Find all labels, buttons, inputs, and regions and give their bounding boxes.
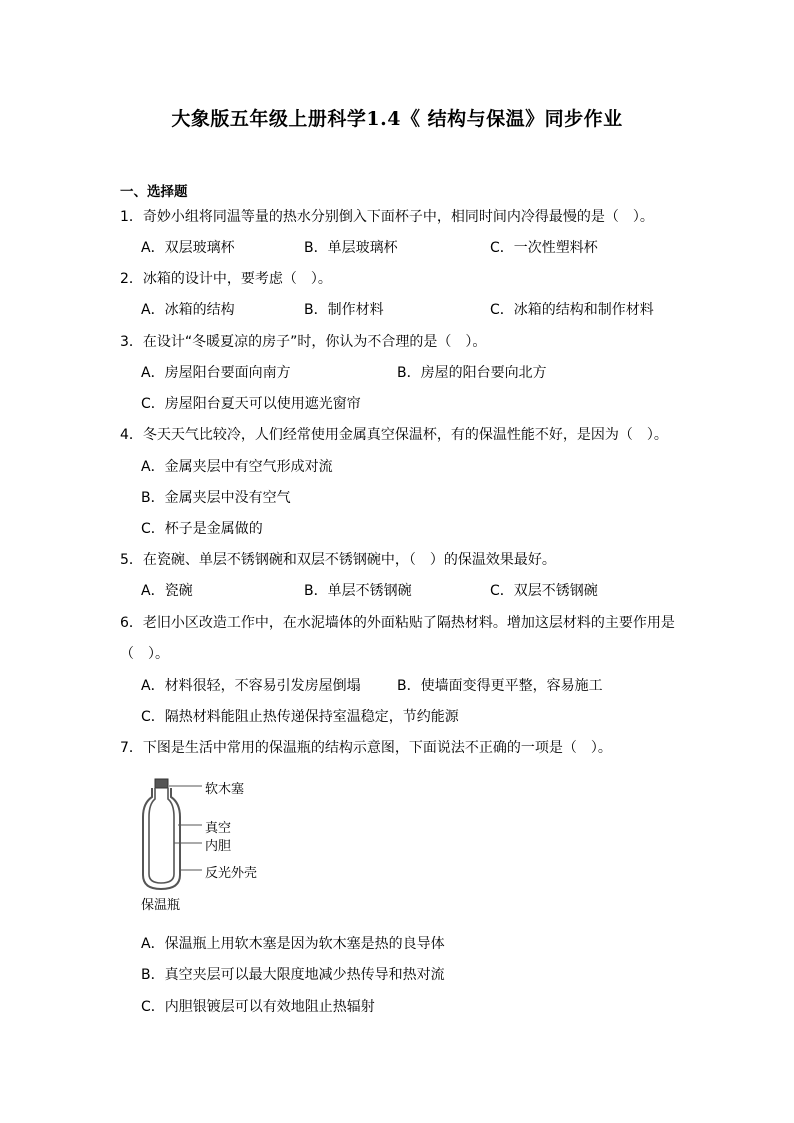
question-6-option-c: C．隔热材料能阻止热传递保持室温稳定，节约能源 — [141, 709, 459, 725]
question-7-option-c: C．内胆银镀层可以有效地阻止热辐射 — [141, 999, 375, 1015]
question-7-option-a: A．保温瓶上用软木塞是因为软木塞是热的良导体 — [141, 936, 445, 952]
question-6-option-b: B．使墙面变得更平整，容易施工 — [397, 678, 603, 694]
question-6-stem: 6．老旧小区改造工作中，在水泥墙体的外面粘贴了隔热材料。增加这层材料的主要作用是 — [120, 615, 675, 631]
question-4-option-b: B．金属夹层中没有空气 — [141, 490, 291, 506]
question-3-option-b: B．房屋的阳台要向北方 — [397, 365, 547, 381]
label-vacuum: 真空 — [205, 821, 232, 836]
question-6-stem-continued: （ ）。 — [120, 646, 169, 662]
question-3-stem: 3．在设计“冬暖夏凉的房子”时，你认为不合理的是（ ）。 — [120, 334, 487, 350]
question-5-stem: 5．在瓷碗、单层不锈钢碗和双层不锈钢碗中，（ ）的保温效果最好。 — [120, 552, 556, 568]
question-4-stem: 4．冬天天气比较冷，人们经常使用金属真空保温杯，有的保温性能不好，是因为（ ）。 — [120, 427, 668, 443]
label-inner-liner: 内胆 — [205, 839, 232, 854]
question-1-option-a: A．双层玻璃杯 — [141, 240, 235, 256]
question-2-option-c: C．冰箱的结构和制作材料 — [490, 302, 654, 318]
question-3-option-a: A．房屋阳台要面向南方 — [141, 365, 291, 381]
question-6-option-a: A．材料很轻，不容易引发房屋倒塌 — [141, 678, 361, 694]
question-1-option-b: B．单层玻璃杯 — [304, 240, 398, 256]
label-cork: 软木塞 — [205, 782, 245, 797]
page-title: 大象版五年级上册科学1.4《 结构与保温》同步作业 — [171, 108, 623, 130]
question-4-option-a: A．金属夹层中有空气形成对流 — [141, 459, 333, 475]
question-1-option-c: C．一次性塑料杯 — [490, 240, 598, 256]
label-reflective-shell: 反光外壳 — [205, 866, 258, 881]
question-7-option-b: B．真空夹层可以最大限度地减少热传导和热对流 — [141, 967, 445, 983]
question-2-option-b: B．制作材料 — [304, 302, 384, 318]
question-5-option-c: C．双层不锈钢碗 — [490, 583, 598, 599]
question-2-stem: 2．冰箱的设计中，要考虑（ ）。 — [120, 271, 332, 287]
question-5-option-b: B．单层不锈钢碗 — [304, 583, 412, 599]
question-1-stem: 1．奇妙小组将同温等量的热水分别倒入下面杯子中，相同时间内冷得最慢的是（ ）。 — [120, 209, 654, 225]
thermos-diagram — [138, 771, 278, 916]
question-2-option-a: A．冰箱的结构 — [141, 302, 235, 318]
section-heading: 一、选择题 — [120, 184, 188, 200]
question-7-stem: 7．下图是生活中常用的保温瓶的结构示意图，下面说法不正确的一项是（ ）。 — [120, 740, 612, 756]
question-5-option-a: A．瓷碗 — [141, 583, 193, 599]
diagram-caption: 保温瓶 — [141, 898, 181, 913]
question-4-option-c: C．杯子是金属做的 — [141, 521, 263, 537]
question-3-option-c: C．房屋阳台夏天可以使用遮光窗帘 — [141, 396, 361, 412]
